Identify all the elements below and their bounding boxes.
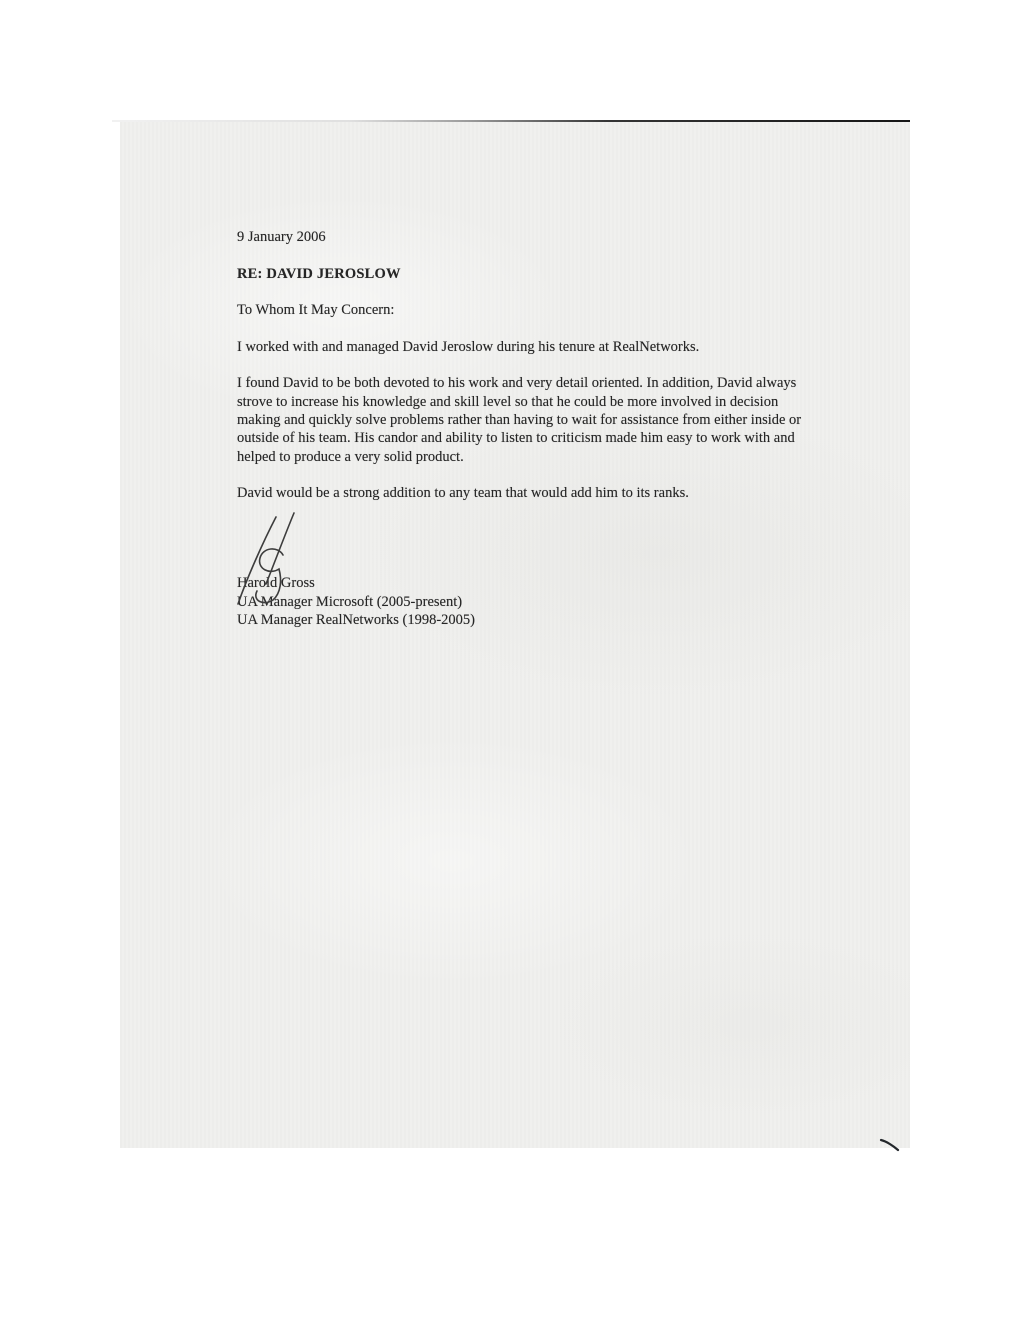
scan-top-edge-line — [112, 120, 910, 122]
letter-date: 9 January 2006 — [237, 229, 326, 245]
letter-subject-line: RE: DAVID JEROSLOW — [237, 265, 401, 282]
letter-paragraph: David would be a strong addition to any team that would add him to its ranks. — [237, 485, 689, 502]
letter-paragraph: I found David to be both devoted to his work and very detail oriented. In addition, David always strove to increase his knowledge and skill level so that he could be more involved in decision making and quickly solve problems rather than having to wait for assistance from either inside or outside of his team. His candor and ability to listen to criticism made him easy to work with and helped to produce a very solid product. — [237, 375, 802, 465]
signature-block — [237, 574, 803, 630]
letter-salutation: To Whom It May Concern: — [237, 302, 395, 319]
letter-body — [237, 228, 803, 630]
scan-corner-artifact-mark — [878, 1136, 906, 1156]
signatory-title-line: UA Manager RealNetworks (1998-2005) — [237, 612, 475, 629]
letter-paper — [120, 122, 910, 1148]
letter-paragraph: I worked with and managed David Jeroslow during his tenure at RealNetworks. — [237, 338, 700, 355]
signatory-name: Harold Gross — [237, 575, 315, 592]
signatory-title-line: UA Manager Microsoft (2005-present) — [237, 593, 463, 610]
